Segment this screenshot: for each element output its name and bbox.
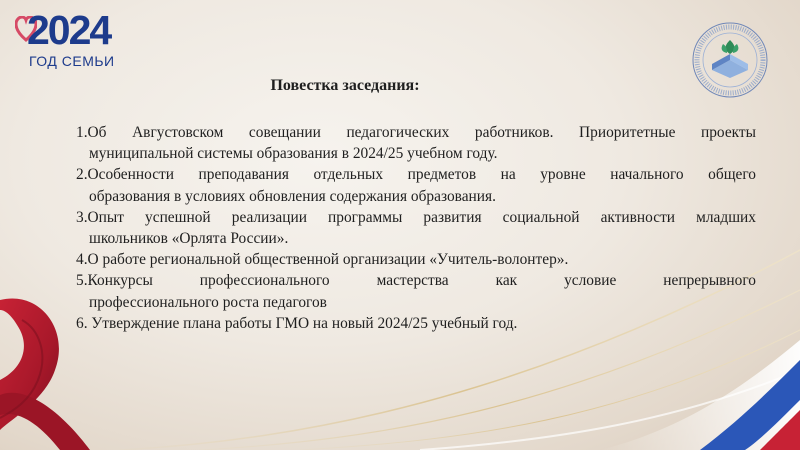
page-title: Повестка заседания: [270,77,420,94]
logo-subtitle: ГОД СЕМЬИ [29,53,115,69]
agenda-item-line: 4.О работе региональной общественной организации «Учитель-волонтер». [76,251,569,269]
flag-wave-decoration [600,340,800,450]
agenda-item-line: 3.Опыт успешной реализации программы развития социальной активности младших [76,208,756,226]
list-item [76,207,756,249]
agenda-item-line: 2.Особенности преподавания отдельных предметов на уровне начального общего [76,166,756,184]
agenda-item-line: 1.Об Августовском совещании педагогических работников. Приоритетные проекты [76,124,756,141]
agenda-item-line: 6. Утверждение плана работы ГМО на новый 2024/25 учебный год. [76,314,518,332]
agenda-list [76,122,756,334]
list-item [76,122,756,164]
agenda-item-line: профессионального роста педагогов [89,293,327,311]
agenda-item-line: 5.Конкурсы профессионального мастерства как условие непрерывного [76,272,756,290]
agenda-item-line: муниципальной системы образования в 2024/25 учебном году. [89,145,498,163]
year-of-family-logo [13,8,133,80]
list-item [76,164,756,206]
list-item [76,249,756,270]
logo-year: 2024 [27,7,111,53]
agenda-item-line: школьников «Орлята России». [89,230,289,248]
education-emblem-icon [690,20,770,100]
list-item [76,270,756,312]
agenda-item-line: образования в условиях обновления содержания образования. [89,187,496,205]
list-item [76,313,756,334]
